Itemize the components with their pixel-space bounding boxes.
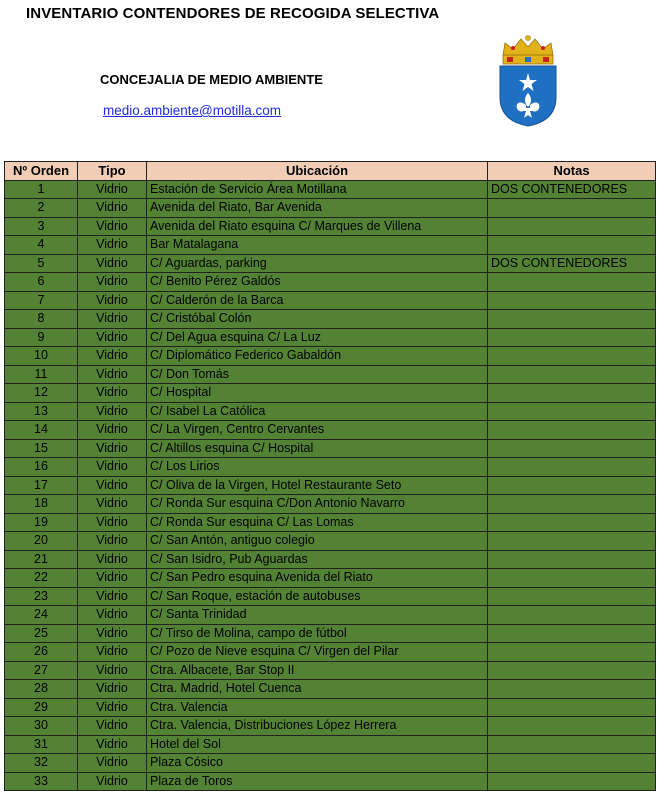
cell-notas (488, 273, 656, 292)
cell-notas (488, 291, 656, 310)
table-row (5, 513, 656, 532)
cell-orden: 31 (5, 735, 78, 754)
cell-ubicacion: Hotel del Sol (147, 735, 488, 754)
cell-tipo: Vidrio (78, 384, 147, 403)
cell-orden: 18 (5, 495, 78, 514)
cell-notas (488, 680, 656, 699)
column-header-tipo: Tipo (78, 162, 147, 181)
column-header-notas: Notas (488, 162, 656, 181)
coat-of-arms-icon (497, 35, 559, 127)
cell-notas (488, 402, 656, 421)
cell-ubicacion: C/ Los Lirios (147, 458, 488, 477)
cell-tipo: Vidrio (78, 680, 147, 699)
cell-ubicacion: C/ Cristóbal Colón (147, 310, 488, 329)
cell-notas (488, 421, 656, 440)
cell-notas (488, 495, 656, 514)
cell-notas (488, 606, 656, 625)
cell-tipo: Vidrio (78, 180, 147, 199)
cell-tipo: Vidrio (78, 624, 147, 643)
cell-notas (488, 772, 656, 791)
cell-ubicacion: C/ Aguardas, parking (147, 254, 488, 273)
table-row (5, 661, 656, 680)
cell-tipo: Vidrio (78, 439, 147, 458)
table-row (5, 754, 656, 773)
cell-tipo: Vidrio (78, 476, 147, 495)
cell-ubicacion: C/ Altillos esquina C/ Hospital (147, 439, 488, 458)
cell-orden: 24 (5, 606, 78, 625)
cell-tipo: Vidrio (78, 495, 147, 514)
column-header-orden: Nº Orden (5, 162, 78, 181)
table-row (5, 698, 656, 717)
cell-ubicacion: C/ Oliva de la Virgen, Hotel Restaurante Seto (147, 476, 488, 495)
cell-orden: 8 (5, 310, 78, 329)
table-row (5, 550, 656, 569)
table-header-row (5, 162, 656, 181)
cell-orden: 4 (5, 236, 78, 255)
cell-orden: 15 (5, 439, 78, 458)
cell-notas: DOS CONTENEDORES (488, 180, 656, 199)
cell-tipo: Vidrio (78, 365, 147, 384)
cell-tipo: Vidrio (78, 310, 147, 329)
cell-ubicacion: C/ La Virgen, Centro Cervantes (147, 421, 488, 440)
cell-orden: 19 (5, 513, 78, 532)
cell-tipo: Vidrio (78, 254, 147, 273)
cell-tipo: Vidrio (78, 458, 147, 477)
department-label: CONCEJALIA DE MEDIO AMBIENTE (100, 72, 323, 87)
cell-notas (488, 476, 656, 495)
cell-tipo: Vidrio (78, 735, 147, 754)
cell-notas: DOS CONTENEDORES (488, 254, 656, 273)
table-row (5, 180, 656, 199)
table-row (5, 458, 656, 477)
table-body (5, 180, 656, 791)
cell-tipo: Vidrio (78, 291, 147, 310)
table-row (5, 347, 656, 366)
cell-orden: 21 (5, 550, 78, 569)
cell-orden: 20 (5, 532, 78, 551)
cell-tipo: Vidrio (78, 606, 147, 625)
cell-orden: 26 (5, 643, 78, 662)
table-row (5, 273, 656, 292)
cell-ubicacion: Plaza de Toros (147, 772, 488, 791)
cell-tipo: Vidrio (78, 402, 147, 421)
table-row (5, 735, 656, 754)
cell-notas (488, 236, 656, 255)
table-row (5, 680, 656, 699)
cell-orden: 23 (5, 587, 78, 606)
email-link[interactable]: medio.ambiente@motilla.com (103, 103, 282, 118)
cell-ubicacion: C/ Ronda Sur esquina C/Don Antonio Navarro (147, 495, 488, 514)
table-row (5, 624, 656, 643)
cell-orden: 29 (5, 698, 78, 717)
table-row (5, 606, 656, 625)
cell-notas (488, 717, 656, 736)
cell-notas (488, 513, 656, 532)
table-row (5, 365, 656, 384)
cell-tipo: Vidrio (78, 347, 147, 366)
table-row (5, 217, 656, 236)
cell-tipo: Vidrio (78, 643, 147, 662)
cell-tipo: Vidrio (78, 217, 147, 236)
cell-tipo: Vidrio (78, 532, 147, 551)
table-row (5, 569, 656, 588)
table-row (5, 772, 656, 791)
cell-orden: 22 (5, 569, 78, 588)
cell-tipo: Vidrio (78, 273, 147, 292)
cell-orden: 12 (5, 384, 78, 403)
table-row (5, 310, 656, 329)
cell-ubicacion: Avenida del Riato esquina C/ Marques de Villena (147, 217, 488, 236)
cell-notas (488, 624, 656, 643)
cell-notas (488, 569, 656, 588)
cell-orden: 3 (5, 217, 78, 236)
cell-orden: 1 (5, 180, 78, 199)
cell-tipo: Vidrio (78, 513, 147, 532)
cell-orden: 10 (5, 347, 78, 366)
document-title: INVENTARIO CONTENDORES DE RECOGIDA SELECTIVA (26, 5, 440, 22)
cell-orden: 11 (5, 365, 78, 384)
cell-tipo: Vidrio (78, 717, 147, 736)
cell-orden: 6 (5, 273, 78, 292)
cell-ubicacion: C/ San Antón, antiguo colegio (147, 532, 488, 551)
table-row (5, 532, 656, 551)
cell-ubicacion: Ctra. Valencia, Distribuciones López Herrera (147, 717, 488, 736)
cell-orden: 5 (5, 254, 78, 273)
table-row (5, 199, 656, 218)
cell-notas (488, 735, 656, 754)
cell-orden: 16 (5, 458, 78, 477)
table-row (5, 643, 656, 662)
cell-notas (488, 754, 656, 773)
cell-ubicacion: C/ Benito Pérez Galdós (147, 273, 488, 292)
cell-notas (488, 661, 656, 680)
column-header-ubicacion: Ubicación (147, 162, 488, 181)
cell-notas (488, 458, 656, 477)
cell-ubicacion: C/ Tirso de Molina, campo de fútbol (147, 624, 488, 643)
table-row (5, 236, 656, 255)
cell-notas (488, 587, 656, 606)
cell-ubicacion: Bar Matalagana (147, 236, 488, 255)
cell-ubicacion: C/ Hospital (147, 384, 488, 403)
table-row (5, 717, 656, 736)
inventory-table (4, 161, 656, 791)
cell-tipo: Vidrio (78, 754, 147, 773)
cell-notas (488, 698, 656, 717)
cell-ubicacion: C/ Santa Trinidad (147, 606, 488, 625)
cell-orden: 30 (5, 717, 78, 736)
cell-ubicacion: C/ Isabel La Católica (147, 402, 488, 421)
cell-notas (488, 347, 656, 366)
cell-notas (488, 365, 656, 384)
cell-orden: 14 (5, 421, 78, 440)
cell-ubicacion: Avenida del Riato, Bar Avenida (147, 199, 488, 218)
cell-tipo: Vidrio (78, 569, 147, 588)
cell-ubicacion: C/ San Pedro esquina Avenida del Riato (147, 569, 488, 588)
cell-ubicacion: Plaza Cósico (147, 754, 488, 773)
cell-ubicacion: C/ San Roque, estación de autobuses (147, 587, 488, 606)
cell-ubicacion: Ctra. Albacete, Bar Stop II (147, 661, 488, 680)
cell-notas (488, 643, 656, 662)
cell-ubicacion: Ctra. Madrid, Hotel Cuenca (147, 680, 488, 699)
cell-ubicacion: C/ Ronda Sur esquina C/ Las Lomas (147, 513, 488, 532)
cell-tipo: Vidrio (78, 661, 147, 680)
cell-notas (488, 532, 656, 551)
cell-ubicacion: Ctra. Valencia (147, 698, 488, 717)
cell-notas (488, 384, 656, 403)
cell-orden: 32 (5, 754, 78, 773)
cell-notas (488, 310, 656, 329)
table-row (5, 495, 656, 514)
cell-orden: 7 (5, 291, 78, 310)
cell-orden: 28 (5, 680, 78, 699)
cell-orden: 25 (5, 624, 78, 643)
cell-tipo: Vidrio (78, 328, 147, 347)
table-row (5, 587, 656, 606)
cell-ubicacion: C/ Don Tomás (147, 365, 488, 384)
cell-orden: 33 (5, 772, 78, 791)
cell-tipo: Vidrio (78, 550, 147, 569)
cell-notas (488, 439, 656, 458)
cell-notas (488, 217, 656, 236)
cell-orden: 27 (5, 661, 78, 680)
cell-tipo: Vidrio (78, 236, 147, 255)
cell-notas (488, 550, 656, 569)
cell-ubicacion: C/ San Isidro, Pub Aguardas (147, 550, 488, 569)
cell-orden: 9 (5, 328, 78, 347)
table-row (5, 402, 656, 421)
cell-tipo: Vidrio (78, 587, 147, 606)
cell-ubicacion: C/ Pozo de Nieve esquina C/ Virgen del Pilar (147, 643, 488, 662)
table-row (5, 476, 656, 495)
table-row (5, 439, 656, 458)
cell-tipo: Vidrio (78, 199, 147, 218)
cell-tipo: Vidrio (78, 421, 147, 440)
cell-ubicacion: Estación de Servicio Área Motillana (147, 180, 488, 199)
cell-notas (488, 328, 656, 347)
cell-tipo: Vidrio (78, 698, 147, 717)
cell-ubicacion: C/ Diplomático Federico Gabaldón (147, 347, 488, 366)
table-row (5, 328, 656, 347)
table-row (5, 384, 656, 403)
cell-orden: 2 (5, 199, 78, 218)
table-row (5, 291, 656, 310)
cell-orden: 17 (5, 476, 78, 495)
cell-ubicacion: C/ Del Agua esquina C/ La Luz (147, 328, 488, 347)
cell-tipo: Vidrio (78, 772, 147, 791)
cell-notas (488, 199, 656, 218)
cell-ubicacion: C/ Calderón de la Barca (147, 291, 488, 310)
cell-orden: 13 (5, 402, 78, 421)
table-row (5, 254, 656, 273)
table-row (5, 421, 656, 440)
